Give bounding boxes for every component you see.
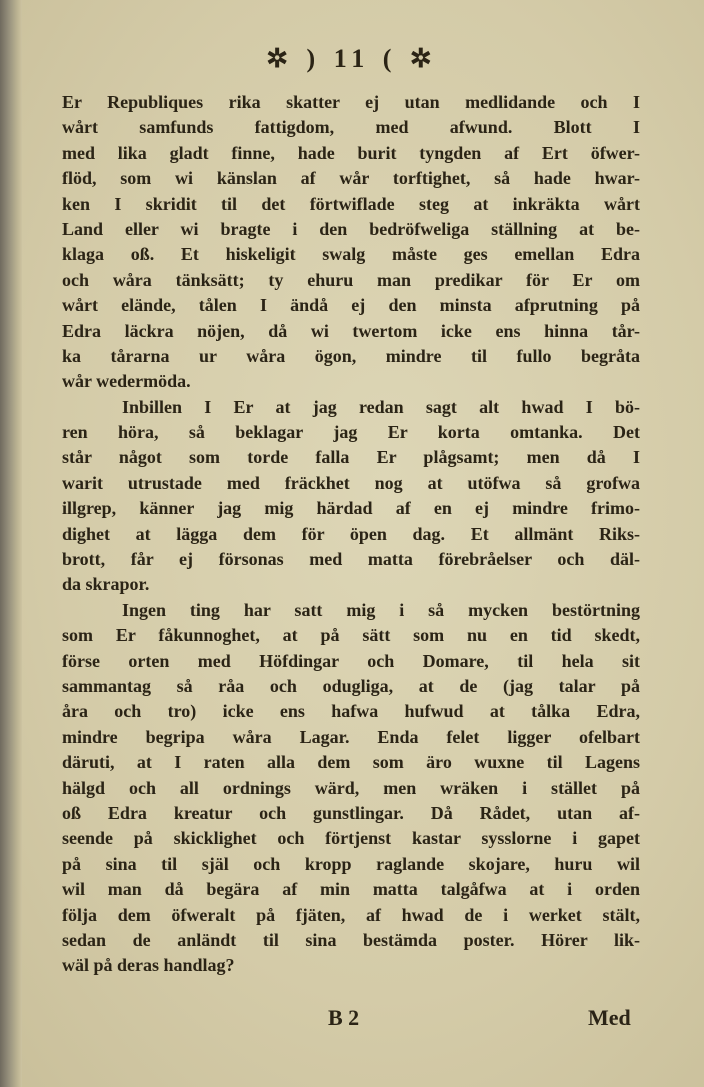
text-line: mindre begripa wåra Lagar. Enda felet ligger ofelbart: [62, 726, 640, 747]
text-line: ka tårarna ur wåra ögon, mindre til fullo begråta: [62, 345, 640, 366]
catchword: Med: [588, 1005, 631, 1030]
text-line: står något som torde falla Er plågsamt; men då I: [62, 447, 640, 468]
text-line: åra och tro) icke ens hafwa hufwud at tålka Edra,: [62, 701, 640, 722]
text-line: wäl på deras handlag?: [62, 955, 235, 976]
paragraph-3: [62, 598, 640, 979]
book-spine-edge: [0, 0, 22, 1087]
text-line: da skrapor.: [62, 574, 150, 595]
text-line: däruti, at I raten alla dem som äro wuxne til Lagens: [62, 752, 640, 773]
text-line: Land eller wi bragte i den bedröfweliga ställning at be-: [62, 218, 640, 239]
text-line: hälgd och all ordnings wärd, men wräken i stället på: [62, 777, 640, 798]
text-line: som Er fåkunnoghet, at på sätt som nu en tid skedt,: [62, 625, 640, 646]
text-line: oß Edra kreatur och gunstlingar. Då Rådet, utan af-: [62, 802, 640, 823]
text-line: Edra läckra nöjen, då wi twertom icke ens hinna tår-: [62, 320, 640, 341]
text-line: Inbillen I Er at jag redan sagt alt hwad I bö-: [122, 396, 640, 417]
text-line: sammantag så råa och odugliga, at de (jag talar på: [62, 675, 640, 696]
text-line: och wåra tänksätt; ty ehuru man predikar för Er om: [62, 269, 640, 290]
text-line: seende på skicklighet och förtjenst kastar sysslorne i gapet: [62, 828, 640, 849]
page-body: [62, 90, 640, 979]
page-header: ✲ ) 11 ( ✲: [266, 44, 438, 73]
text-line: klaga oß. Et hiskeligit swalg måste ges emellan Edra: [62, 244, 640, 265]
text-line: warit utrustade med fräckhet nog at utöfwa så grofwa: [62, 472, 640, 493]
paragraph-2: [62, 395, 640, 598]
text-line: wårt samfunds fattigdom, med afwund. Blott I: [62, 117, 640, 138]
text-line: wårt elände, tålen I ändå ej den minsta afprutning på: [62, 295, 640, 316]
text-line: brott, får ej försonas med matta förebråelser och däl-: [62, 549, 640, 570]
text-line: flöd, som wi känslan af wår torftighet, så hade hwar-: [62, 168, 640, 189]
text-line: ken I skridit til det förtwiflade steg at inkräkta wårt: [62, 193, 640, 214]
text-line: på sina til själ och kropp raglande skojare, huru wil: [62, 853, 640, 874]
text-line: wår wedermöda.: [62, 371, 191, 392]
text-line: Er Republiques rika skatter ej utan medlidande och I: [62, 92, 640, 112]
text-line: ren höra, så beklagar jag Er korta omtanka. Det: [62, 422, 640, 443]
text-line: dighet at lägga dem för öpen dag. Et allmänt Riks-: [62, 523, 640, 544]
text-line: wil man då begära af min matta talgåfwa at i orden: [62, 879, 640, 900]
text-line: följa dem öfweralt på fjäten, af hwad de i werket stält,: [62, 904, 640, 925]
paragraph-1: [62, 90, 640, 395]
text-line: illgrep, känner jag mig härdad af en ej mindre frimo-: [62, 498, 640, 519]
text-line: sedan de anländt til sina bestämda poster. Hörer lik-: [62, 929, 640, 950]
text-line: Ingen ting har satt mig i så mycken bestörtning: [122, 599, 640, 620]
text-line: förse orten med Höfdingar och Domare, til hela sit: [62, 650, 640, 671]
signature-mark: B 2: [328, 1005, 360, 1030]
text-line: med lika gladt finne, hade burit tyngden af Ert öfwer-: [62, 142, 640, 163]
